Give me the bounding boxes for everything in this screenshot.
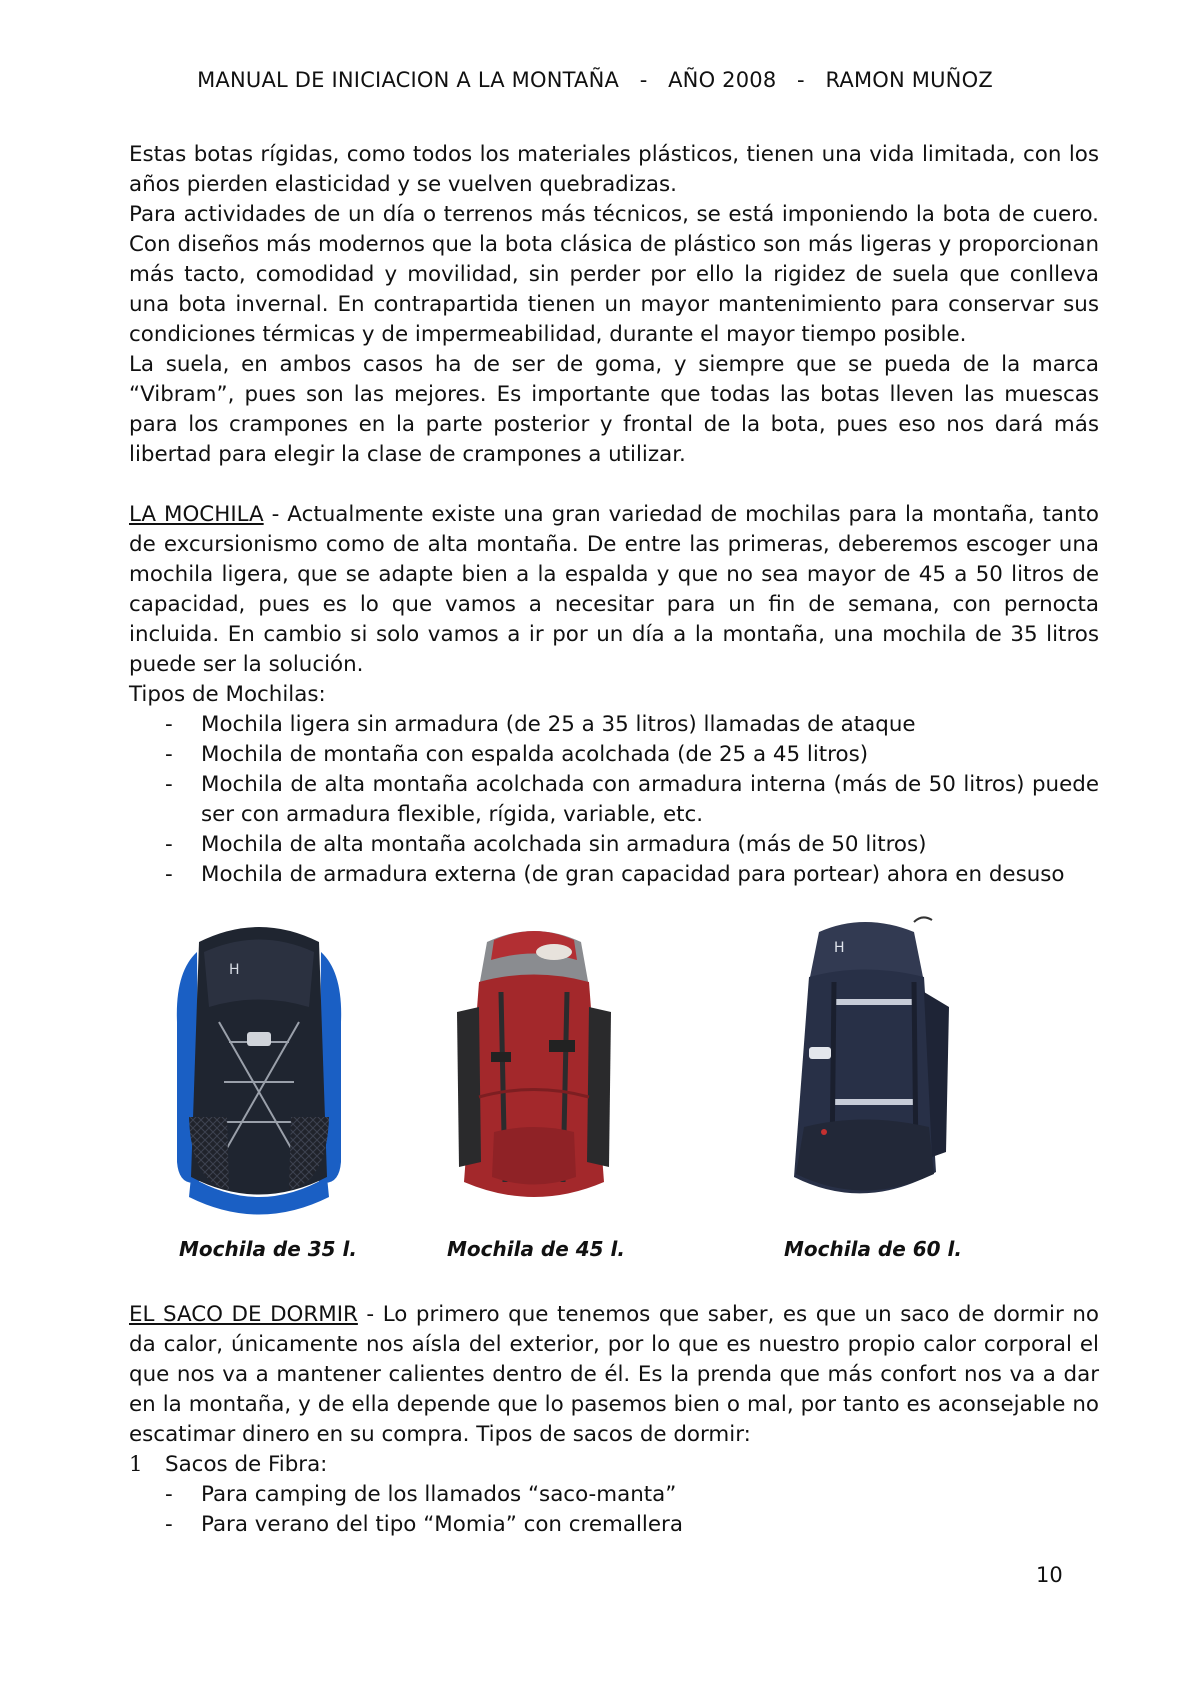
saco-item-fibra: [129, 1450, 1099, 1480]
item-label: Sacos de Fibra:: [165, 1452, 328, 1477]
saco-subitems-list: [129, 1480, 1099, 1540]
list-item: - Mochila de armadura externa (de gran capacidad para portear) ahora en desuso: [201, 860, 1099, 890]
list-item: - Para camping de los llamados “saco-manta”: [201, 1480, 1099, 1510]
item-number: 1: [129, 1452, 143, 1477]
backpack-figures: [129, 912, 1099, 1300]
backpack-45l-image: [439, 912, 629, 1222]
page-content: [129, 140, 1099, 1540]
caption-backpack-60l: Mochila de 60 l.: [784, 1237, 962, 1261]
svg-text:H: H: [834, 940, 845, 956]
svg-text:H: H: [229, 962, 240, 978]
paragraph-mochila: [129, 500, 1099, 680]
page-header: MANUAL DE INICIACION A LA MONTAÑA - AÑO 2008 - RAMON MUÑOZ: [197, 68, 993, 92]
page-number: 10: [1036, 1563, 1063, 1587]
mochila-text: - Actualmente existe una gran variedad de mochilas para la montaña, tanto de excursionismo como de alta montaña. De entre las primeras, deberemos escoger una mochila ligera, que se adapte bien a la espalda y que no sea mayor de 45 a 50 litros de capacidad, pues es lo que vamos a necesitar para un fin de semana, con pernocta incluida. En cambio si solo vamos a ir por un día a la montaña, una mochila de 35 litros puede ser la solución.: [129, 502, 1099, 677]
list-item: - Mochila de alta montaña acolchada con armadura interna (más de 50 litros) puede ser con armadura flexible, rígida, variable, etc.: [201, 770, 1099, 830]
paragraph-saco: [129, 1300, 1099, 1450]
caption-backpack-35l: Mochila de 35 l.: [179, 1237, 357, 1261]
paragraph-botas-rigidas: Estas botas rígidas, como todos los materiales plásticos, tienen una vida limitada, con los años pierden elasticidad y se vuelven quebradizas.: [129, 142, 1099, 197]
backpack-60l-image: [764, 912, 959, 1222]
list-item: - Mochila de montaña con espalda acolchada (de 25 a 45 litros): [201, 740, 1099, 770]
backpack-35l-image: [169, 912, 349, 1222]
list-item: - Para verano del tipo “Momia” con cremallera: [201, 1510, 1099, 1540]
heading-saco: EL SACO DE DORMIR: [129, 1302, 358, 1327]
heading-mochila: LA MOCHILA: [129, 502, 264, 527]
paragraph-bota-cuero: Para actividades de un día o terrenos más técnicos, se está imponiendo la bota de cuero. Con diseños más modernos que la bota clásica de plástico son más ligeras y proporcionan más tacto, comodidad y movilidad, sin perder por ello la rigidez de suela que conlleva una bota invernal. En contrapartida tienen un mayor mantenimiento para conservar sus condiciones térmicas y de impermeabilidad, durante el mayor tiempo posible.: [129, 202, 1099, 347]
caption-backpack-45l: Mochila de 45 l.: [447, 1237, 625, 1261]
mochila-types-label: Tipos de Mochilas:: [129, 682, 326, 707]
paragraph-suela: La suela, en ambos casos ha de ser de goma, y siempre que se pueda de la marca “Vibram”, pues son las mejores. Es importante que todas las botas lleven las muescas para los crampones en la parte posterior y frontal de la bota, pues eso nos dará más libertad para elegir la clase de crampones a utilizar.: [129, 352, 1099, 467]
list-item: - Mochila de alta montaña acolchada sin armadura (más de 50 litros): [201, 830, 1099, 860]
saco-text: - Lo primero que tenemos que saber, es que un saco de dormir no da calor, únicamente nos aísla del exterior, por lo que es nuestro propio calor corporal el que nos va a mantener calientes dentro de él. Es la prenda que más confort nos va a dar en la montaña, y de ella depende que lo pasemos bien o mal, por tanto es aconsejable no escatimar dinero en su compra. Tipos de sacos de dormir:: [129, 1302, 1099, 1447]
list-item: - Mochila ligera sin armadura (de 25 a 35 litros) llamadas de ataque: [201, 710, 1099, 740]
mochila-types-list: [129, 710, 1099, 890]
